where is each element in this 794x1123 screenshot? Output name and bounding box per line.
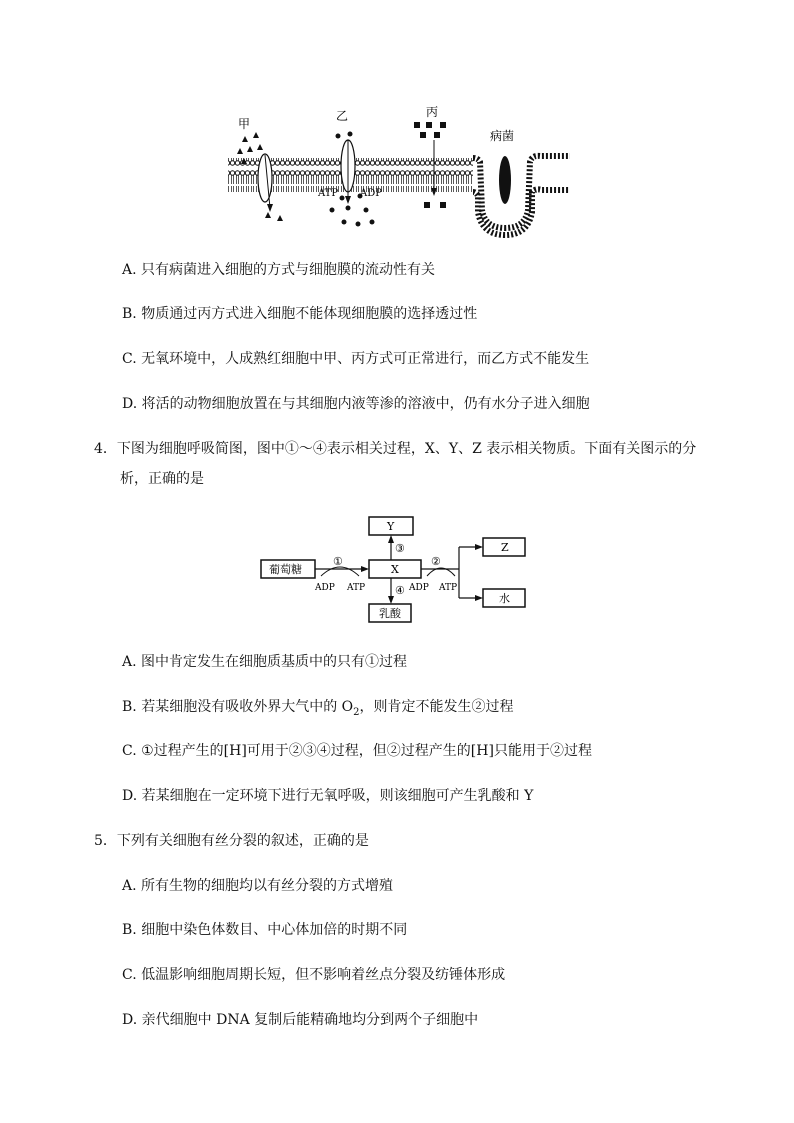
q3-option-d: D. 将活的动物细胞放置在与其细胞内液等渗的溶液中，仍有水分子进入细胞 (122, 396, 590, 412)
q5-stem: 5．下列有关细胞有丝分裂的叙述，正确的是 (94, 833, 369, 849)
carrier-protein-jia (258, 154, 272, 202)
membrane-transport-figure (220, 100, 580, 240)
q3-option-a: A. 只有病菌进入细胞的方式与细胞膜的流动性有关 (122, 262, 436, 278)
label-adp: ADP (360, 188, 382, 199)
q3-option-b: B. 物质通过丙方式进入细胞不能体现细胞膜的选择透过性 (122, 306, 478, 322)
label-bingjun: 病菌 (490, 129, 515, 143)
label-p3: ③ (395, 542, 405, 555)
bacterium-shape (499, 156, 511, 204)
q3-option-c: C. 无氧环境中，人成熟红细胞中甲、丙方式可正常进行，而乙方式不能发生 (122, 351, 590, 367)
label-p4: ④ (395, 584, 405, 597)
respiration-diagram (255, 510, 545, 628)
label-atp-2: ATP (439, 583, 458, 593)
q4-option-c: C. ①过程产生的[H]可用于②③④过程，但②过程产生的[H]只能用于②过程 (122, 743, 592, 759)
q5-option-b: B. 细胞中染色体数目、中心体加倍的时期不同 (122, 922, 408, 938)
label-x: X (391, 563, 399, 576)
label-jia: 甲 (238, 117, 251, 131)
q4-option-b: B. 若某细胞没有吸收外界大气中的 $O_2$，则肯定不能发生②过程 (122, 699, 514, 718)
q5-option-c: C. 低温影响细胞周期长短，但不影响着丝点分裂及纺锤体形成 (122, 967, 506, 983)
label-adp-2: ADP (409, 583, 429, 593)
label-atp: ATP (318, 188, 339, 199)
q4-stem-line2: 析，正确的是 (120, 471, 204, 487)
label-p1: ① (333, 555, 343, 568)
q5-option-a: A. 所有生物的细胞均以有丝分裂的方式增殖 (122, 878, 394, 894)
label-water: 水 (499, 592, 510, 605)
label-atp-1: ATP (347, 583, 366, 593)
label-y: Y (387, 520, 395, 533)
label-yi: 乙 (336, 109, 349, 123)
label-z: Z (501, 541, 509, 554)
q4-stem-line1: 4．下图为细胞呼吸简图，图中①～④表示相关过程，X、Y、Z 表示相关物质。下面有关图示的分 (94, 441, 697, 457)
label-glucose: 葡萄糖 (269, 563, 302, 576)
q5-option-d: D. 亲代细胞中 DNA 复制后能精确地均分到两个子细胞中 (122, 1012, 479, 1028)
label-bing: 丙 (426, 105, 439, 119)
label-lactic: 乳酸 (379, 607, 401, 620)
q4-option-d: D. 若某细胞在一定环境下进行无氧呼吸，则该细胞可产生乳酸和 Y (122, 788, 534, 804)
label-adp-1: ADP (315, 583, 335, 593)
label-p2: ② (431, 555, 441, 568)
q4-option-a: A. 图中肯定发生在细胞质基质中的只有①过程 (122, 654, 408, 670)
